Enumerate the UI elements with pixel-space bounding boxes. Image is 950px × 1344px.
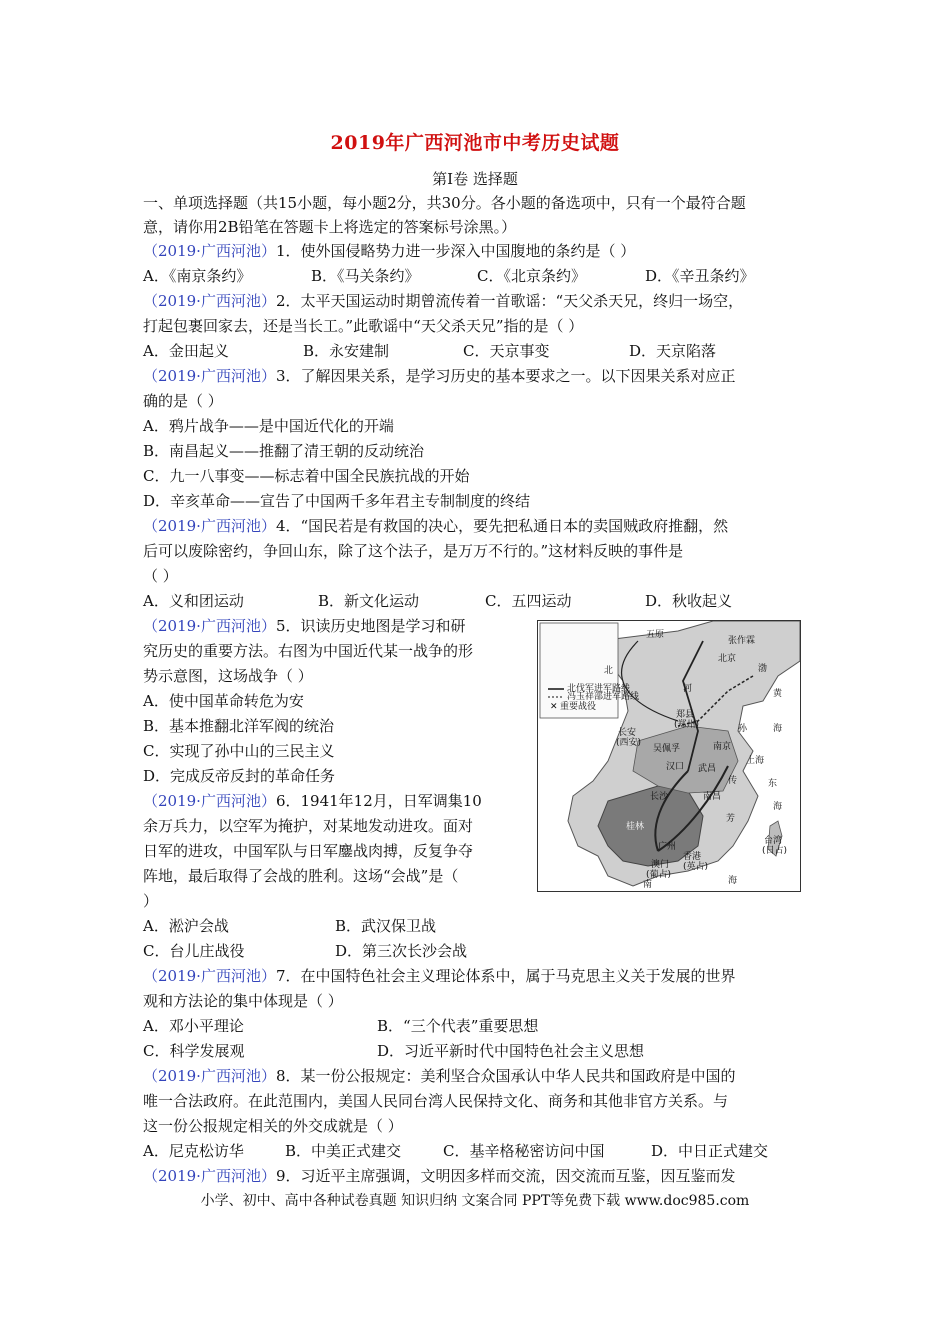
option-a: A．淞沪会战	[143, 917, 229, 935]
map-label: 东	[768, 779, 778, 789]
option-c: C．实现了孙中山的三民主义	[143, 742, 335, 760]
question-stem: 6．1941年12月，日军调集10	[275, 792, 482, 810]
map-label: 台湾	[764, 836, 783, 846]
option-c: C．九一八事变——标志着中国全民族抗战的开始	[143, 467, 470, 485]
source-tag: （2019·广西河池）	[143, 792, 276, 810]
question-4-stem-cont: （ ）	[143, 567, 178, 585]
map-label: (郑州)	[674, 720, 700, 730]
map-label: 上海	[746, 756, 765, 766]
map-label: (葡占)	[646, 870, 672, 880]
question-stem: 3．了解因果关系，是学习历史的基本要求之一。以下因果关系对应正	[275, 367, 736, 385]
option-b: B．新文化运动	[318, 592, 420, 610]
question-3-stem-cont: 确的是（ ）	[143, 392, 223, 410]
source-tag: （2019·广西河池）	[143, 617, 276, 635]
svg-text:✕: ✕	[550, 702, 558, 712]
map-label: 南京	[713, 742, 732, 752]
question-stem: 2．太平天国运动时期曾流传着一首歌谣：“天父杀天兄，终归一场空，	[275, 292, 744, 310]
page-footer: 小学、初中、高中各种试卷真题 知识归纳 文案合同 PPT等免费下载 www.doc985.com	[200, 1193, 750, 1209]
question-6-stem-cont: 余万兵力，以空军为掩护，对某地发动进攻。面对	[143, 817, 474, 835]
question-6-stem-cont: 阵地，最后取得了会战的胜利。这场“会战”是（	[143, 867, 459, 885]
question-2-stem-cont: 打起包裹回家去，还是当长工。”此歌谣中“天父杀天兄”指的是（ ）	[143, 317, 584, 335]
map-label: 北	[604, 666, 614, 676]
question-stem: 1．使外国侵略势力进一步深入中国腹地的条约是（ ）	[275, 242, 636, 260]
question-5-stem-cont: 势示意图，这场战争（ ）	[143, 667, 313, 685]
map-label: 渤	[758, 664, 768, 674]
map-label: 长安	[618, 728, 637, 738]
question-5	[143, 615, 466, 637]
map-label: 黄	[773, 689, 783, 699]
question-6-stem-cont: ）	[143, 892, 159, 910]
option-d: D．中日正式建交	[651, 1142, 769, 1160]
option-a: A．邓小平理论	[143, 1017, 244, 1035]
map-label: 海	[773, 724, 783, 734]
option-a: A．金田起义	[143, 342, 229, 360]
map-label: 广州	[658, 842, 677, 852]
option-d: D．完成反帝反封的革命任务	[143, 767, 336, 785]
option-c: C．天京事变	[463, 342, 550, 360]
legend-item: 重要战役	[560, 702, 597, 712]
section-subtitle: 第Ⅰ卷 选择题	[432, 170, 518, 188]
option-a: A．使中国革命转危为安	[143, 692, 304, 710]
option-d: D．天京陷落	[629, 342, 717, 360]
map-label: 河	[683, 684, 693, 694]
question-stem: 5．识读历史地图是学习和研	[275, 617, 466, 635]
question-6-stem-cont: 日军的进攻，中国军队与日军鏖战肉搏，反复争夺	[143, 842, 474, 860]
question-stem: 4．“国民若是有救国的决心，要先把私通日本的卖国贼政府推翻，然	[275, 517, 729, 535]
option-a: A．义和团运动	[143, 592, 244, 610]
option-b: B．中美正式建交	[285, 1142, 402, 1160]
question-3	[143, 365, 736, 387]
source-tag: （2019·广西河池）	[143, 367, 276, 385]
source-tag: （2019·广西河池）	[143, 1167, 276, 1185]
option-d: D．第三次长沙会战	[335, 942, 468, 960]
legend-item: 冯玉祥部进军路线	[567, 692, 640, 702]
option-c: C．科学发展观	[143, 1042, 245, 1060]
map-label: 芳	[726, 814, 736, 824]
map-label: 郑县	[676, 710, 695, 720]
option-b: B．“三个代表”重要思想	[377, 1017, 539, 1035]
source-tag: （2019·广西河池）	[143, 292, 276, 310]
map-label: 吴佩孚	[653, 744, 681, 754]
map-label: 香港	[683, 852, 702, 862]
option-c: C．五四运动	[485, 592, 572, 610]
map-label: 张作霖	[728, 636, 756, 646]
map-label: (西安)	[616, 738, 642, 748]
legend-item: 北伐军进军路线	[567, 684, 631, 694]
option-c: C．台儿庄战役	[143, 942, 245, 960]
question-stem: 7．在中国特色社会主义理论体系中，属于马克思主义关于发展的世界	[275, 967, 736, 985]
question-stem: 9．习近平主席强调，文明因多样而交流，因交流而互鉴，因互鉴而发	[275, 1167, 736, 1185]
option-d: D．习近平新时代中国特色社会主义思想	[377, 1042, 645, 1060]
map-label: (英占)	[683, 862, 709, 872]
map-label: 武昌	[698, 764, 717, 774]
map-label: (日占)	[762, 846, 788, 856]
source-tag: （2019·广西河池）	[143, 1067, 276, 1085]
question-8-stem-cont: 唯一合法政府。在此范围内，美国人民同台湾人民保持文化、商务和其他非官方关系。与	[143, 1092, 729, 1110]
question-5-stem-cont: 究历史的重要方法。右图为中国近代某一战争的形	[143, 642, 474, 660]
option-b: B．武汉保卫战	[335, 917, 437, 935]
option-b: B．基本推翻北洋军阀的统治	[143, 717, 335, 735]
option-d: D．辛亥革命——宣告了中国两千多年君主专制制度的终结	[143, 492, 531, 510]
question-1	[143, 240, 635, 262]
option-c: C．基辛格秘密访问中国	[443, 1142, 605, 1160]
question-7-stem-cont: 观和方法论的集中体现是（ ）	[143, 992, 343, 1010]
question-2	[143, 290, 743, 312]
map-label: 海	[728, 876, 738, 886]
question-8	[143, 1065, 736, 1087]
option-d: D．《辛丑条约》	[645, 267, 755, 285]
instructions-line-2: 意，请你用2B铅笔在答题卡上将选定的答案标号涂黑。）	[143, 218, 517, 236]
option-b: B．南昌起义——推翻了清王朝的反动统治	[143, 442, 425, 460]
map-label: 汉口	[666, 762, 685, 772]
question-8-stem-cont: 这一份公报规定相关的外交成就是（ ）	[143, 1117, 403, 1135]
map-svg	[538, 621, 800, 891]
source-tag: （2019·广西河池）	[143, 517, 276, 535]
map-label: 长沙	[650, 792, 669, 802]
option-a: A．鸦片战争——是中国近代化的开端	[143, 417, 394, 435]
map-label: 澳门	[651, 860, 670, 870]
option-c: C．《北京条约》	[477, 267, 586, 285]
question-4	[143, 515, 728, 537]
map-label: 五原	[646, 630, 665, 640]
instructions-line-1: 一、单项选择题（共15小题，每小题2分，共30分。各小题的备选项中，只有一个最符合题	[143, 194, 746, 212]
question-stem: 8．某一份公报规定：美利坚合众国承认中华人民共和国政府是中国的	[275, 1067, 736, 1085]
question-4-stem-cont: 后可以废除密约，争回山东，除了这个法子，是万万不行的。”这材料反映的事件是	[143, 542, 684, 560]
map-label: 海	[773, 802, 783, 812]
question-6	[143, 790, 482, 812]
map-label: 孙	[738, 724, 748, 734]
source-tag: （2019·广西河池）	[143, 967, 276, 985]
option-b: B．《马关条约》	[311, 267, 420, 285]
map-label: 桂林	[626, 822, 645, 832]
page-title: 2019年广西河池市中考历史试题	[330, 132, 620, 154]
northern-expedition-map	[537, 620, 801, 892]
map-label: 南昌	[703, 792, 722, 802]
option-d: D．秋收起义	[645, 592, 733, 610]
map-label: 北京	[718, 654, 737, 664]
option-a: A．《南京条约》	[143, 267, 252, 285]
map-label: 传	[728, 776, 738, 786]
source-tag: （2019·广西河池）	[143, 242, 276, 260]
option-a: A．尼克松访华	[143, 1142, 244, 1160]
map-label: 南	[643, 880, 653, 890]
question-9	[143, 1165, 736, 1187]
question-7	[143, 965, 736, 987]
option-b: B．永安建制	[303, 342, 390, 360]
